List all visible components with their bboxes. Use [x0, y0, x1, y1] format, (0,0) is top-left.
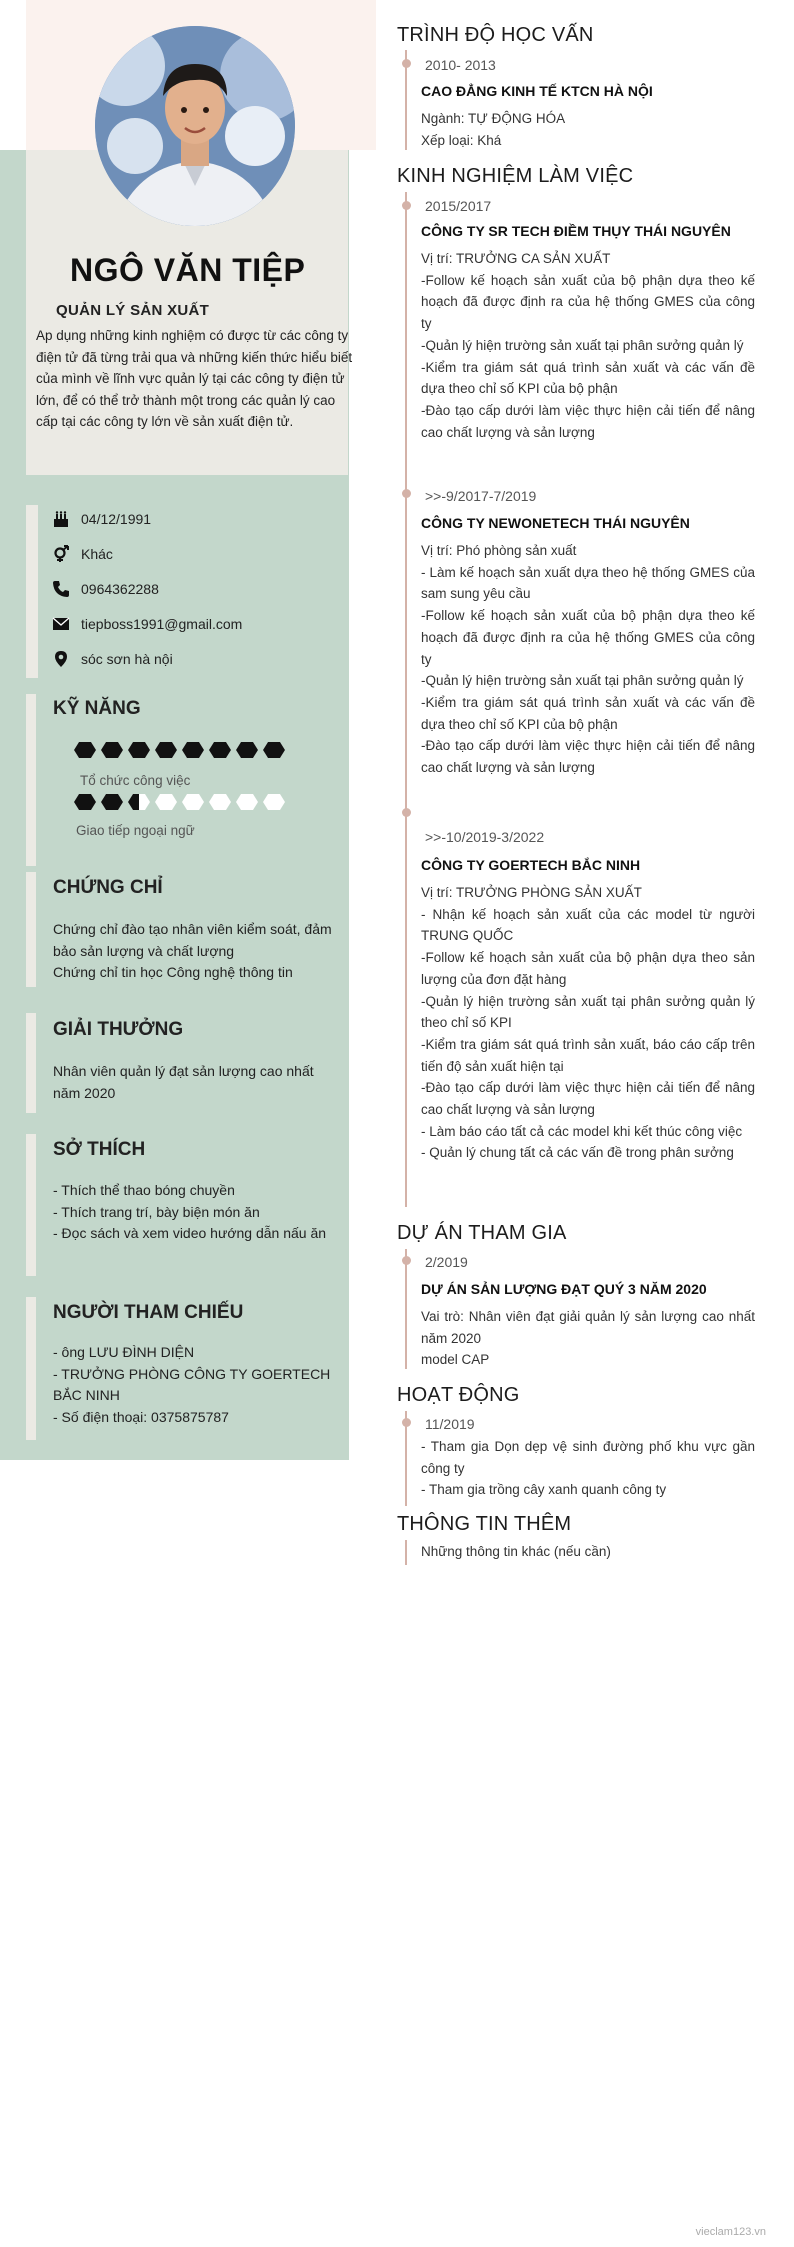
skills-bar	[26, 694, 36, 866]
skill-level-hex	[182, 742, 204, 758]
activities-title: HOẠT ĐỘNG	[397, 1384, 520, 1406]
certificates-bar	[26, 872, 36, 987]
experience-company-0: CÔNG TY SR TECH ĐIỀM THỤY THÁI NGUYÊN	[421, 223, 731, 239]
skill-level-hex	[209, 742, 231, 758]
timeline-dot	[402, 489, 411, 498]
experience-line: - Quản lý chung tất cả các vấn đề trong phân sưởng	[421, 1145, 734, 1161]
candidate-name: NGÔ VĂN TIỆP	[70, 252, 306, 288]
hobby-line: - Thích trang trí, bày biện món ăn	[53, 1203, 260, 1220]
avatar	[95, 26, 295, 226]
career-summary: Ap dụng những kinh nghiệm có được từ các công ty điện tử đã từng trải qua và những kiến thức hiểu biết của mình về lĩnh vực quản lý tại các công ty điện tử lớn, để có thể trở thành một trong các quản lý cao cấp tại các công ty lớn về sản xuất điện tử.	[36, 328, 353, 429]
experience-line: -Quản lý hiện trường sản xuất tại phân sưởng quản lý	[421, 337, 744, 353]
contact-phone	[52, 578, 159, 600]
experience-line: -Kiểm tra giám sát quá trình sản xuất và các vấn đề dựa theo chỉ số KPI của bộ phận	[421, 694, 755, 732]
skill-name-0: Tổ chức công việc	[80, 773, 191, 788]
skill-level-hex	[155, 794, 177, 810]
experience-line: -Đào tạo cấp dưới làm việc thực hiện cải tiến để nâng cao chất lượng và sản lượng	[421, 738, 755, 776]
skill-level-hex	[128, 742, 150, 758]
experience-line: -Đào tạo cấp dưới làm việc thực hiện cải tiến để nâng cao chất lượng và sản lượng	[421, 402, 755, 440]
experience-line: - Nhận kế hoạch sản xuất của các model từ người TRUNG QUỐC	[421, 906, 755, 944]
timeline-dot	[402, 201, 411, 210]
skill-level-hex	[74, 742, 96, 758]
skill-level-hex	[236, 794, 258, 810]
skill-level-hex	[263, 742, 285, 758]
job-title: QUẢN LÝ SẢN XUẤT	[56, 302, 210, 319]
hobby-line: - Đọc sách và xem video hướng dẫn nấu ăn	[53, 1225, 327, 1241]
skill-level-hex	[182, 794, 204, 810]
award-line: Nhân viên quản lý đạt sản lượng cao nhất năm 2020	[53, 1063, 314, 1101]
certificates-text	[53, 919, 333, 984]
skill-level-hex	[101, 794, 123, 810]
certificate-line: Chứng chỉ đào tạo nhân viên kiểm soát, đảm bảo sản lượng và chất lượng	[53, 921, 332, 959]
gender-icon	[52, 545, 70, 563]
timeline-dot	[402, 1418, 411, 1427]
activity-date: 11/2019	[425, 1416, 475, 1432]
experience-line: -Quản lý hiện trường sản xuất tại phân sưởng quản lý theo chỉ số KPI	[421, 993, 755, 1031]
skill-level-hex	[263, 794, 285, 810]
projects-title: DỰ ÁN THAM GIA	[397, 1222, 567, 1244]
certificates-title: CHỨNG CHỈ	[53, 877, 163, 898]
projects-timeline	[405, 1249, 407, 1369]
contact-address	[52, 648, 173, 670]
awards-text	[53, 1061, 333, 1104]
skill-level-hex	[236, 742, 258, 758]
experience-company-2: CÔNG TY GOERTECH BẮC NINH	[421, 857, 641, 873]
education-details	[421, 108, 755, 151]
education-school: CAO ĐẲNG KINH TẾ KTCN HÀ NỘI	[421, 83, 653, 99]
experience-line: Vị trí: TRƯỞNG CA SẢN XUẤT	[421, 251, 611, 266]
experience-line: - Làm báo cáo tất cả các model khi kết thúc công việc	[421, 1123, 743, 1139]
references-text	[53, 1342, 333, 1428]
location-pin-icon	[52, 650, 70, 668]
references-title: NGƯỜI THAM CHIẾU	[53, 1302, 244, 1323]
hobbies-bar	[26, 1134, 36, 1276]
project-line: model CAP	[421, 1352, 490, 1368]
skill-level-hex	[101, 742, 123, 758]
experience-line: -Follow kế hoạch sản xuất của bộ phận dựa theo kế hoạch đã được định ra của hệ thống GMES của công ty	[421, 608, 755, 667]
experience-line: -Follow kế hoạch sản xuất của bộ phận dựa theo kế hoạch đã được định ra của hệ thống GMES của công ty	[421, 272, 755, 332]
email-value: tiepboss1991@gmail.com	[81, 616, 243, 632]
experience-line: Vị trí: Phó phòng sản xuất	[421, 543, 577, 558]
experience-line: Vị trí: TRƯỞNG PHÒNG SẢN XUẤT	[421, 885, 642, 900]
awards-bar	[26, 1013, 36, 1113]
reference-line: - TRƯỞNG PHÒNG CÔNG TY GOERTECH BẮC NINH	[53, 1365, 331, 1403]
experience-details-1	[421, 540, 755, 779]
project-name: DỰ ÁN SẢN LƯỢNG ĐẠT QUÝ 3 NĂM 2020	[421, 1281, 707, 1297]
activity-details	[421, 1436, 755, 1501]
contact-gender	[52, 543, 113, 565]
project-details	[421, 1306, 755, 1371]
experience-details-2	[421, 882, 755, 1164]
birthday-value: 04/12/1991	[81, 511, 152, 527]
contact-birthday	[52, 508, 151, 530]
awards-title: GIẢI THƯỞNG	[53, 1019, 184, 1040]
experience-line: -Quản lý hiện trường sản xuất tại phân sưởng quản lý	[421, 673, 744, 689]
experience-timeline	[405, 192, 407, 1207]
contact-email	[52, 613, 242, 635]
experience-details-0	[421, 248, 755, 443]
contact-bar	[26, 505, 38, 678]
reference-line: - Số điện thoại: 0375875787	[53, 1408, 229, 1425]
references-bar	[26, 1297, 36, 1440]
education-title: TRÌNH ĐỘ HỌC VẤN	[397, 24, 594, 46]
timeline-dot	[402, 1256, 411, 1265]
education-line: Xếp loại: Khá	[421, 132, 502, 148]
phone-value: 0964362288	[81, 581, 159, 597]
activity-line: - Tham gia Dọn dẹp vệ sinh đường phố khu vực gần công ty	[421, 1439, 755, 1476]
more-info-timeline	[405, 1540, 407, 1565]
cake-icon	[52, 510, 70, 528]
experience-line: -Đào tạo cấp dưới làm việc thực hiện cải tiến để nâng cao chất lượng và sản lượng	[421, 1080, 755, 1118]
phone-icon	[52, 580, 70, 598]
gender-value: Khác	[81, 546, 113, 562]
project-line: Vai trò: Nhân viên đạt giải quản lý sản lượng cao nhất năm 2020	[421, 1309, 755, 1346]
timeline-dot	[402, 59, 411, 68]
skills-title: KỸ NĂNG	[53, 698, 141, 719]
skill-rating-1	[74, 794, 285, 810]
more-info-title: THÔNG TIN THÊM	[397, 1513, 572, 1535]
experience-line: - Làm kế hoạch sản xuất dựa theo hệ thống GMES của sam sung yêu cầu	[421, 564, 755, 602]
reference-line: - ông LƯU ĐÌNH DIỆN	[53, 1344, 195, 1360]
experience-date-1: >>-9/2017-7/2019	[425, 488, 537, 504]
more-info-text: Những thông tin khác (nếu cần)	[421, 1544, 611, 1559]
hobbies-title: SỞ THÍCH	[53, 1139, 146, 1160]
activity-line: - Tham gia trồng cây xanh quanh công ty	[421, 1482, 667, 1498]
experience-company-1: CÔNG TY NEWONETECH THÁI NGUYÊN	[421, 515, 690, 531]
skill-level-hex	[74, 794, 96, 810]
hobbies-text	[53, 1180, 333, 1245]
experience-line: -Follow kế hoạch sản xuất của bộ phận dựa theo sản lượng của đơn đặt hàng	[421, 950, 755, 987]
address-value: sóc sơn hà nội	[81, 651, 173, 667]
certificate-line: Chứng chỉ tin học Công nghệ thông tin	[53, 964, 293, 980]
skill-name-1: Giao tiếp ngoại ngữ	[76, 823, 195, 838]
footer-watermark: vieclam123.vn	[695, 2226, 766, 2238]
skill-level-hex	[128, 794, 150, 810]
education-line: Ngành: TỰ ĐỘNG HÓA	[421, 111, 566, 126]
timeline-dot	[402, 808, 411, 817]
skill-rating-0	[74, 742, 285, 758]
experience-date-0: 2015/2017	[425, 198, 492, 214]
email-icon	[52, 615, 70, 633]
experience-title: KINH NGHIỆM LÀM VIỆC	[397, 165, 634, 187]
skill-level-hex	[209, 794, 231, 810]
hobby-line: - Thích thể thao bóng chuyền	[53, 1182, 235, 1198]
skill-level-hex	[155, 742, 177, 758]
education-date: 2010- 2013	[425, 57, 496, 73]
project-date: 2/2019	[425, 1254, 468, 1270]
experience-date-2: >>-10/2019-3/2022	[425, 829, 545, 845]
experience-line: -Kiểm tra giám sát quá trình sản xuất và các vấn đề dựa theo chỉ số KPI của bộ phận	[421, 359, 755, 397]
experience-line: -Kiểm tra giám sát quá trình sản xuất, báo cáo cấp trên tiến độ sản xuất hiện tại	[421, 1036, 755, 1074]
